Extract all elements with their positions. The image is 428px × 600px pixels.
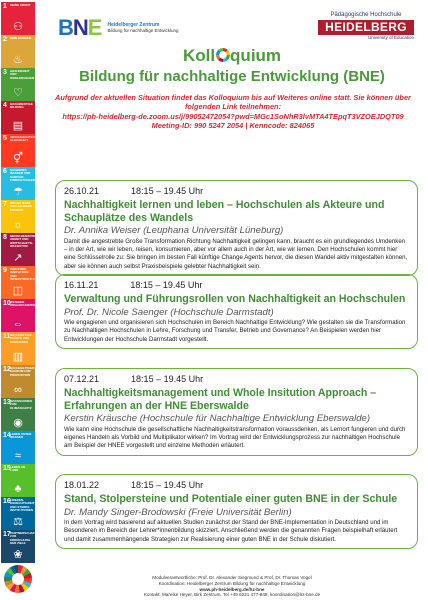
footer-contact: Kontakt: Mareike Heyer, Birk Zentrum, Tel +49 6221 477-848, koordination@hz-bne.de	[143, 592, 321, 598]
meeting-info: Meeting-ID: 990 5247 2054 | Kenncode: 824065	[151, 121, 315, 131]
bne-logo	[58, 12, 187, 44]
sdg-tile-8	[1, 233, 42, 266]
footer-website: www.ph-heidelberg.de/hz-bne	[199, 586, 265, 592]
ph-name: HEIDELBERG	[318, 20, 414, 35]
sdg-goal-icon: ∞	[14, 384, 22, 396]
sdg-goal-icon: ◉	[13, 417, 23, 429]
sdg-label: NACHHALTIGE/R KONSUM UND PRODUKTION	[10, 366, 35, 377]
notice-text: Aufgrund der aktuellen Situation findet das Kolloquium bis auf Weiteres online statt. Sie können über folgenden Link teilnehmen:	[55, 93, 411, 112]
event-card-4	[55, 474, 418, 549]
sdg-tile-9	[1, 266, 35, 299]
event-speaker: Prof. Dr. Nicole Saenger (Hochschule Darmstadt)	[64, 306, 274, 318]
sdg-number: 14	[3, 432, 11, 439]
sdg-goal-icon: ◫	[12, 285, 24, 297]
sdg-tile-1	[1, 2, 35, 35]
sdg-tile-17	[1, 530, 41, 563]
sdg-number: 7	[3, 201, 7, 208]
page-subtitle: Bildung für nachhaltige Entwicklung (BNE)	[79, 68, 385, 85]
sdg-goal-icon: ☂	[13, 186, 23, 198]
sdg-goal-icon: ⇔	[12, 318, 24, 330]
sdg-number: 3	[3, 69, 7, 76]
sdg-number: 15	[3, 465, 11, 472]
sdg-tile-13	[1, 398, 35, 431]
sdg-goal-icon: ♨	[13, 54, 23, 66]
event-description: In dem Vortrag wird basierend auf aktuellen Studien zunächst der Stand der BNE-Implementation in Deutschland und im Besonderen im Bereich der Lehrer*innenbildung skizziert. Anschließend werden die genannten Fragen beispielhaft erläutert und damit zusammenhängende Strategien zur Realisierung einer guten BNE in der Schule diskutiert.	[64, 519, 398, 543]
online-notice	[48, 93, 418, 131]
sdg-goal-icon: ♣	[14, 483, 22, 495]
sdg-number: 13	[3, 399, 11, 406]
sdg-tile-12	[1, 365, 35, 398]
sdg-label: GESCHLECHTER-GLEICHHEIT	[10, 135, 36, 143]
sdg-tile-4	[1, 101, 35, 134]
sdg-label: KEIN HUNGER	[10, 36, 32, 40]
sdg-number: 9	[3, 267, 7, 274]
event-card-2	[55, 274, 418, 349]
sdg-number: 11	[3, 333, 11, 340]
sdg-tile-14	[1, 431, 35, 464]
sdg-label: FRIEDEN, GERECHTIGKEIT UND STARKE INSTITUTIONEN	[10, 498, 35, 513]
sdg-label: WENIGER UNGLEICHHEITEN	[10, 300, 37, 308]
sdg-tile-6	[1, 167, 35, 200]
event-speaker: Kerstin Kräusche (Hochschule für Nachhaltige Entwicklung Eberswalde)	[64, 413, 371, 425]
sdg-label: LEBEN AN LAND	[10, 465, 26, 473]
event-card-1	[55, 180, 418, 276]
sdg-goal-icon: ▤	[12, 120, 24, 132]
footer-coordination: Koordination: Heidelberger Zentrum Bildung für nachhaltige Entwicklung	[158, 580, 306, 586]
ph-bottom-text: University of Education	[367, 35, 414, 40]
sdg-label: NACHHALTIGE STÄDTE UND GEMEINDEN	[10, 333, 32, 344]
event-datetime: 26.10.21 18:15 – 19.45 Uhr	[64, 186, 204, 196]
sdg-number: 1	[3, 3, 7, 10]
sdg-tile-2	[1, 35, 35, 68]
sdg-label: LEBEN UNTER WASSER	[10, 432, 32, 440]
sdg-number: 2	[3, 36, 7, 43]
footer-responsible: Modulverantwortliche: Prof. Dr. Alexander Siegmund & Prof. Dr. Thomas Vogel	[152, 575, 312, 580]
sdg-tile-16	[1, 497, 35, 530]
sdg-goal-icon: ↗	[13, 252, 23, 264]
sdg-label: KEINE ARMUT	[10, 3, 31, 7]
event-speaker: Dr. Mandy Singer-Brodowski (Freie Universität Berlin)	[64, 506, 292, 518]
event-title: Nachhaltigkeit lernen und leben – Hochschulen als Akteure und Schauplätze des Wandels	[64, 199, 385, 224]
sdg-sidebar	[0, 0, 42, 600]
event-title: Stand, Stolpersteine und Potentiale einer guten BNE in der Schule	[64, 493, 398, 505]
sdg-number: 6	[3, 168, 7, 175]
sdg-goal-icon: ♡	[13, 87, 23, 99]
sdg-number: 4	[3, 102, 7, 109]
event-speaker: Dr. Annika Weiser (Leuphana Universität Lüneburg)	[64, 225, 284, 237]
bne-wordmark: BNE	[58, 15, 102, 40]
page-title: Koll quium	[182, 46, 282, 65]
sdg-tile-7	[1, 200, 35, 233]
sdg-label: SAUBERES WASSER UND SANITÄR-EINRICHTUNGEN	[10, 168, 36, 183]
sdg-label: INDUSTRIE, INNOVATION UND INFRASTRUKTUR	[10, 267, 36, 282]
sdg-number: 8	[3, 234, 7, 241]
sdg-tile-3	[1, 68, 35, 101]
sdg-label: PARTNERSCHAFTEN ZUR ERREICHUNG DER ZIELE	[10, 531, 41, 546]
ph-heidelberg-logo	[318, 12, 414, 44]
event-description: Wie kann eine Hochschule die gesellschaftliche Nachhaltigkeitstransformation voraussdenken, als Lernort fungieren und durch eigenes Handeln als Vorbild und Multiplikator wirken? Im Vortrag wird der Entwicklungsprozess zur nachhaltigen Hochschule am Beispiel der HNEE vorgestellt und einzelne Methoden erläutert.	[64, 425, 406, 450]
sdg-goal-icon: ☼	[12, 219, 24, 231]
sdg-label: GESUNDHEIT UND WOHLERGEHEN	[10, 69, 34, 80]
event-datetime: 07.12.21 18:15 – 19.45 Uhr	[64, 374, 204, 384]
event-card-3	[55, 368, 418, 456]
sdg-goal-icon: ⚖	[13, 516, 23, 528]
sdg-tile-10	[1, 299, 35, 332]
ph-top-text: Pädagogische Hochschule	[330, 12, 402, 18]
event-datetime: 18.01.22 18:15 – 19.45 Uhr	[64, 480, 204, 490]
event-description: Damit die angestrebte Große Transformation Richtung Nachhaltigkeit gelingen kann, braucht es ein grundlegendes Umdenken – in der Art, wie wir leben, reisen, konsumieren, aber vor allem auch in der Art, wie wir lernen. Den Hochschulen kommt hier eine Schlüsselrolle zu: Sie bringen im besten Fall künftige Change Agents hervor, die diesen Wandel aktiv mitgestalten können, aber sie können auch selbst Praxisbeispiele gelebter Nachhaltigkeit sein.	[64, 237, 408, 270]
sdg-wheel-logo-icon	[4, 565, 32, 593]
footer	[36, 575, 428, 598]
sdg-tile-15	[1, 464, 35, 497]
sdg-tile-11	[1, 332, 35, 365]
sdg-wheel-icon	[216, 48, 230, 62]
sdg-number: 10	[3, 300, 11, 307]
event-title: Nachhaltigkeitsmanagement und Whole Insitution Approach – Erfahrungen an der HNE Eberswalde	[64, 387, 377, 412]
sdg-number: 16	[3, 498, 11, 505]
sdg-goal-icon: ⚥	[13, 153, 23, 165]
sdg-tile-5	[1, 134, 35, 167]
sdg-label: MASSNAHMEN ZUM KLIMASCHUTZ	[10, 399, 32, 410]
sdg-number: 5	[3, 135, 7, 142]
sdg-label: MENSCHENWÜRDIGE ARBEIT UND WIRTSCHAFTS-WACHSTUM	[10, 234, 42, 249]
sdg-number: 12	[3, 366, 11, 373]
event-description: Wie engagieren und organisieren sich Hochschulen im Bereich Nachhaltige Entwicklung? Wie gestalten sie die Transformation zu Nachhaltigen Hochschulen in Lehre, Forschung und Transfer, Betrieb und Governance? An Beispielen werden hier Entwicklungen der Hochschule Darmstadt vorgestellt.	[64, 319, 406, 343]
zoom-link[interactable]: https://ph-heidelberg-de.zoom.us/j/99052472054?pwd=MGc1SoNhR3lvMTA4TEpqT3VZOEJDQT09	[62, 111, 404, 121]
bne-org-name: Heidelberger Zentrum Bildung für nachhaltige Entwicklung	[107, 21, 179, 33]
event-title: Verwaltung und Führungsrollen von Nachhaltigkeit an Hochschulen	[64, 293, 406, 305]
sdg-goal-icon: ❀	[13, 549, 23, 561]
sdg-label: HOCHWERTIGE BILDUNG	[10, 102, 33, 110]
sdg-number: 17	[3, 531, 11, 538]
sdg-goal-icon: ▥	[12, 351, 24, 363]
sdg-label: BEZAHLBARE UND SAUBERE ENERGIE	[10, 201, 33, 212]
event-datetime: 16.11.21 18:15 – 19.45 Uhr	[64, 280, 203, 290]
sdg-goal-icon: ≈	[14, 450, 22, 462]
sdg-goal-icon: ⚇	[13, 21, 23, 33]
